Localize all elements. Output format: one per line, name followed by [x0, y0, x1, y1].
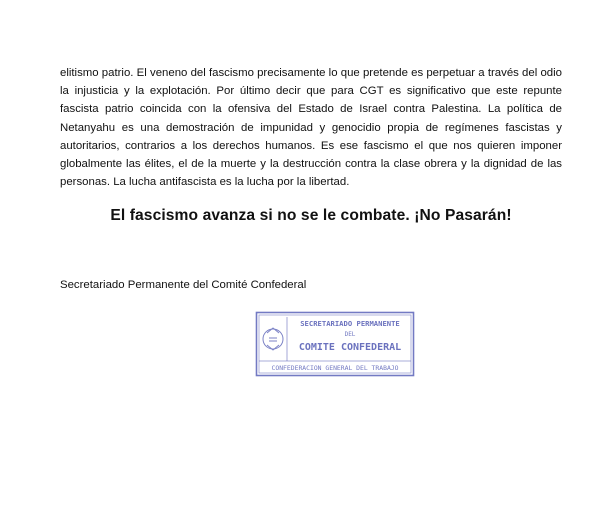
headline: El fascismo avanza si no se le combate. ¡No Pasarán!: [110, 207, 512, 224]
body-paragraph: elitismo patrio. El veneno del fascismo precisamente lo que pretende es perpetuar a través del odio la injusticia y la explotación. Por último decir que para CGT es significativo que este repunte fascista patrio coincida con la ofensiva del Estado de Israel contra Palestina. La política de Netanyahu es una demostración de impunidad y genocidio propia de regímenes fascistas y autoritarios, contrarios a los derechos humanos. Es ese fascismo el que nos quieren imponer globalmente las élites, el de la muerte y la destrucción contra la clase obrera y la dignidad de las personas. La lucha antifascista es la lucha por la libertad.: [60, 67, 562, 189]
rubber-stamp: [255, 311, 415, 377]
stamp-line-1: SECRETARIADO PERMANENTE: [300, 319, 400, 328]
stamp-emblem-icon: [263, 328, 283, 350]
stamp-line-3: COMITE CONFEDERAL: [298, 342, 402, 353]
signature-line: Secretariado Permanente del Comité Confederal: [60, 279, 307, 291]
stamp-line-4: CONFEDERACION GENERAL DEL TRABAJO: [271, 364, 399, 372]
stamp-line-2: DEL: [344, 331, 356, 338]
